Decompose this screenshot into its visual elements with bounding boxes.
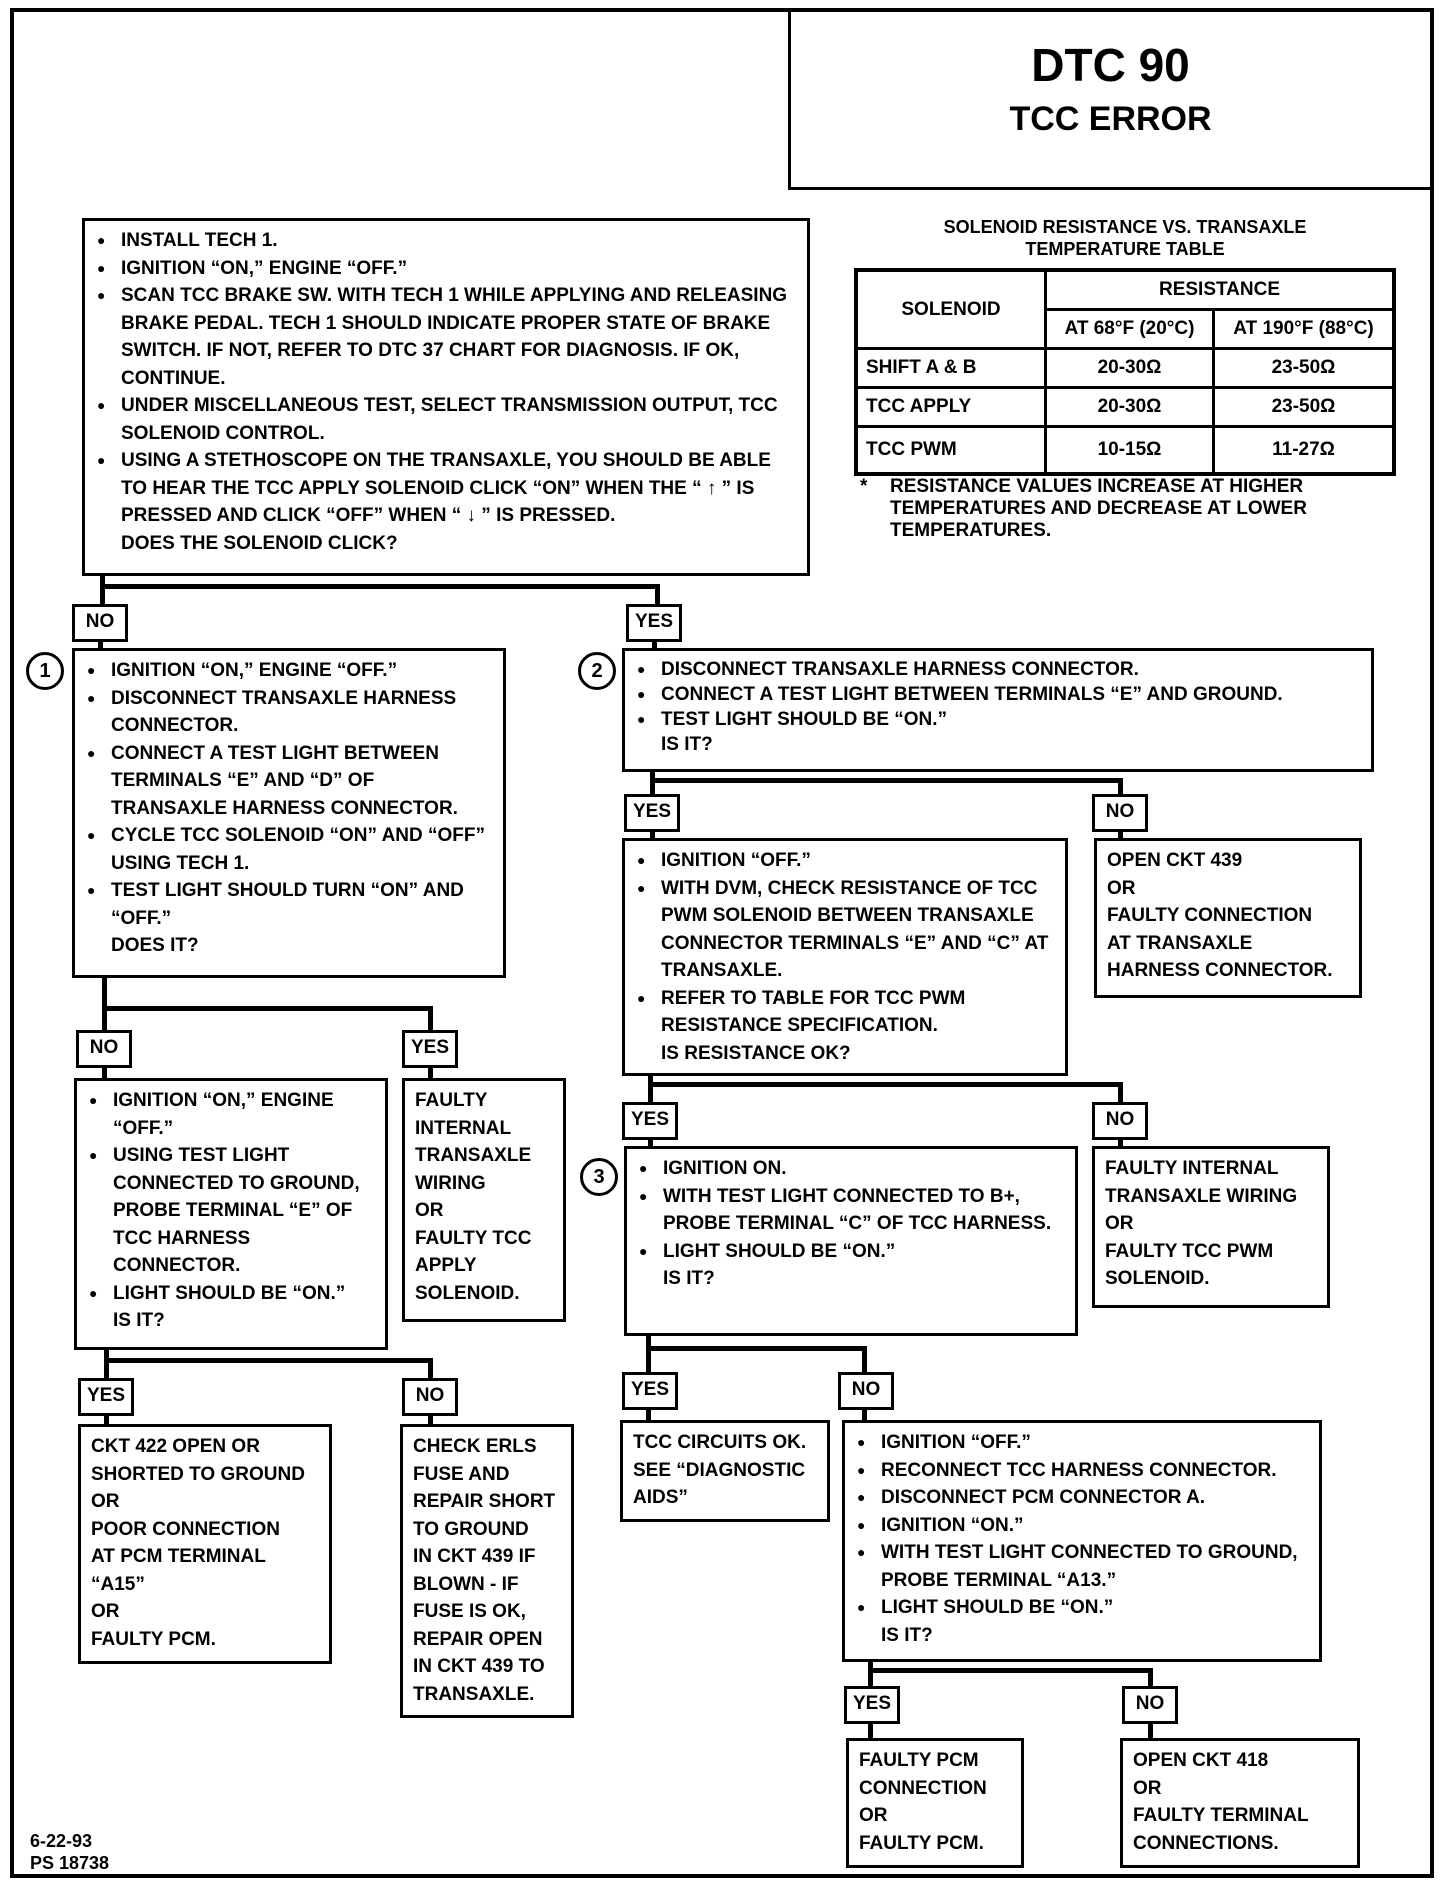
- connector: [648, 1076, 653, 1102]
- connector: [650, 772, 655, 794]
- box-1-no-no: CHECK ERLS FUSE AND REPAIR SHORT TO GROUND IN CKT 439 IF BLOWN - IF FUSE IS OK, REPAIR OPEN IN CKT 439 TO TRANSAXLE.: [400, 1424, 574, 1718]
- label-yes: YES: [78, 1378, 134, 1416]
- connector: [648, 1082, 1122, 1087]
- footer-date: 6-22-93: [30, 1831, 93, 1851]
- label-yes: YES: [624, 794, 680, 832]
- label-no: NO: [76, 1030, 132, 1068]
- box-3: ● IGNITION ON. ● WITH TEST LIGHT CONNECTED TO B+, PROBE TERMINAL “C” OF TCC HARNESS. ● LIGHT SHOULD BE “ON.” IS IT?: [624, 1146, 1078, 1336]
- box-1-no: ● IGNITION “ON,” ENGINE “OFF.” ● USING TEST LIGHT CONNECTED TO GROUND, PROBE TERMINAL “E” OF TCC HARNESS CONNECTOR. ● LIGHT SHOULD BE “ON.” IS IT?: [74, 1078, 388, 1350]
- box-2: ● DISCONNECT TRANSAXLE HARNESS CONNECTOR. ● CONNECT A TEST LIGHT BETWEEN TERMINALS “E” AND GROUND. ● TEST LIGHT SHOULD BE “ON.” IS IT?: [622, 648, 1374, 772]
- box-1-no-yes: CKT 422 OPEN OR SHORTED TO GROUND OR POOR CONNECTION AT PCM TERMINAL “A15” OR FAULTY PCM.: [78, 1424, 332, 1664]
- connector: [100, 576, 105, 604]
- connector: [868, 1668, 1152, 1673]
- dtc-code: DTC 90: [1031, 39, 1190, 91]
- header-temp-190: AT 190°F (88°C): [1214, 310, 1395, 349]
- dtc-name: TCC ERROR: [1009, 100, 1212, 138]
- step-2-marker: 2: [578, 652, 616, 690]
- connector: [100, 584, 660, 589]
- label-no: NO: [1092, 794, 1148, 832]
- connector: [646, 1346, 866, 1351]
- box-3-no-yes: FAULTY PCM CONNECTION OR FAULTY PCM.: [846, 1738, 1024, 1868]
- connector: [1118, 1082, 1123, 1102]
- label-no: NO: [402, 1378, 458, 1416]
- connector: [1148, 1668, 1153, 1686]
- label-no: NO: [72, 604, 128, 642]
- box-2-yes-no: FAULTY INTERNAL TRANSAXLE WIRING OR FAULTY TCC PWM SOLENOID.: [1092, 1146, 1330, 1308]
- box-2-yes: ● IGNITION “OFF.” ● WITH DVM, CHECK RESISTANCE OF TCC PWM SOLENOID BETWEEN TRANSAXLE CONNECTOR TERMINALS “E” AND “C” AT TRANSAXLE. ● REFER TO TABLE FOR TCC PWM RESISTANCE SPECIFICATION. IS RESISTANCE OK?: [622, 838, 1068, 1076]
- start-box: ● INSTALL TECH 1. ● IGNITION “ON,” ENGINE “OFF.” ● SCAN TCC BRAKE SW. WITH TECH 1 WHILE APPLYING AND RELEASING BRAKE PEDAL. TECH 1 SHOULD INDICATE PROPER STATE OF BRAKE SWITCH. IF NOT, REFER TO DTC 37 CHART FOR DIAGNOSIS. IF OK, CONTINUE. ● UNDER MISCELLANEOUS TEST, SELECT TRANSMISSION OUTPUT, TCC SOLENOID CONTROL. ● USING A STETHOSCOPE ON THE TRANSAXLE, YOU SHOULD BE ABLE TO HEAR THE TCC APPLY SOLENOID CLICK “ON” WHEN THE “ ↑ ” IS PRESSED AND CLICK “OFF” WHEN “ ↓ ” IS PRESSED. DOES THE SOLENOID CLICK?: [82, 218, 810, 576]
- table-row: TCC PWM 10-15Ω 11-27Ω: [856, 427, 1394, 475]
- connector: [428, 1358, 433, 1378]
- box-3-yes: TCC CIRCUITS OK. SEE “DIAGNOSTIC AIDS”: [620, 1420, 830, 1522]
- step-1-marker: 1: [26, 652, 64, 690]
- box-1: ● IGNITION “ON,” ENGINE “OFF.” ● DISCONNECT TRANSAXLE HARNESS CONNECTOR. ● CONNECT A TEST LIGHT BETWEEN TERMINALS “E” AND “D” OF TRANSAXLE HARNESS CONNECTOR. ● CYCLE TCC SOLENOID “ON” AND “OFF” USING TECH 1. ● TEST LIGHT SHOULD TURN “ON” AND “OFF.” DOES IT?: [72, 648, 506, 978]
- resistance-note: * RESISTANCE VALUES INCREASE AT HIGHER TEMPERATURES AND DECREASE AT LOWER TEMPERATURES.: [860, 476, 1307, 541]
- label-yes: YES: [622, 1102, 678, 1140]
- header-temp-68: AT 68°F (20°C): [1046, 310, 1214, 349]
- label-yes: YES: [626, 604, 682, 642]
- box-3-no: ● IGNITION “OFF.” ● RECONNECT TCC HARNESS CONNECTOR. ● DISCONNECT PCM CONNECTOR A. ● IGNITION “ON.” ● WITH TEST LIGHT CONNECTED TO GROUND, PROBE TERMINAL “A13.” ● LIGHT SHOULD BE “ON.” IS IT?: [842, 1420, 1322, 1662]
- label-yes: YES: [402, 1030, 458, 1068]
- connector: [102, 978, 107, 1030]
- label-yes: YES: [844, 1686, 900, 1724]
- footer-ps-number: PS 18738: [30, 1853, 110, 1873]
- connector: [428, 1006, 433, 1030]
- connector: [868, 1662, 873, 1686]
- box-3-no-no: OPEN CKT 418 OR FAULTY TERMINAL CONNECTIONS.: [1120, 1738, 1360, 1868]
- table-row: TCC APPLY 20-30Ω 23-50Ω: [856, 388, 1394, 427]
- box-2-no: OPEN CKT 439 OR FAULTY CONNECTION AT TRANSAXLE HARNESS CONNECTOR.: [1094, 838, 1362, 998]
- connector: [104, 1350, 109, 1378]
- connector: [650, 778, 1122, 783]
- label-no: NO: [1122, 1686, 1178, 1724]
- footer: [30, 1830, 109, 1874]
- header-resistance: RESISTANCE: [1046, 270, 1395, 310]
- start-question: DOES THE SOLENOID CLICK?: [121, 532, 398, 554]
- connector: [646, 1336, 651, 1372]
- connector: [1118, 778, 1123, 794]
- connector: [102, 1006, 432, 1011]
- label-no: NO: [1092, 1102, 1148, 1140]
- box-1-yes: FAULTY INTERNAL TRANSAXLE WIRING OR FAULTY TCC APPLY SOLENOID.: [402, 1078, 566, 1322]
- label-yes: YES: [622, 1372, 678, 1410]
- step-3-marker: 3: [580, 1158, 618, 1196]
- connector: [104, 1358, 432, 1363]
- connector: [655, 584, 660, 604]
- table-caption: SOLENOID RESISTANCE VS. TRANSAXLE TEMPERATURE TABLE: [943, 217, 1307, 259]
- table-row: SHIFT A & B 20-30Ω 23-50Ω: [856, 349, 1394, 388]
- label-no: NO: [838, 1372, 894, 1410]
- header-solenoid: SOLENOID: [856, 270, 1046, 349]
- title-box: [788, 10, 1430, 190]
- connector: [862, 1346, 867, 1372]
- resistance-table: [854, 268, 1396, 476]
